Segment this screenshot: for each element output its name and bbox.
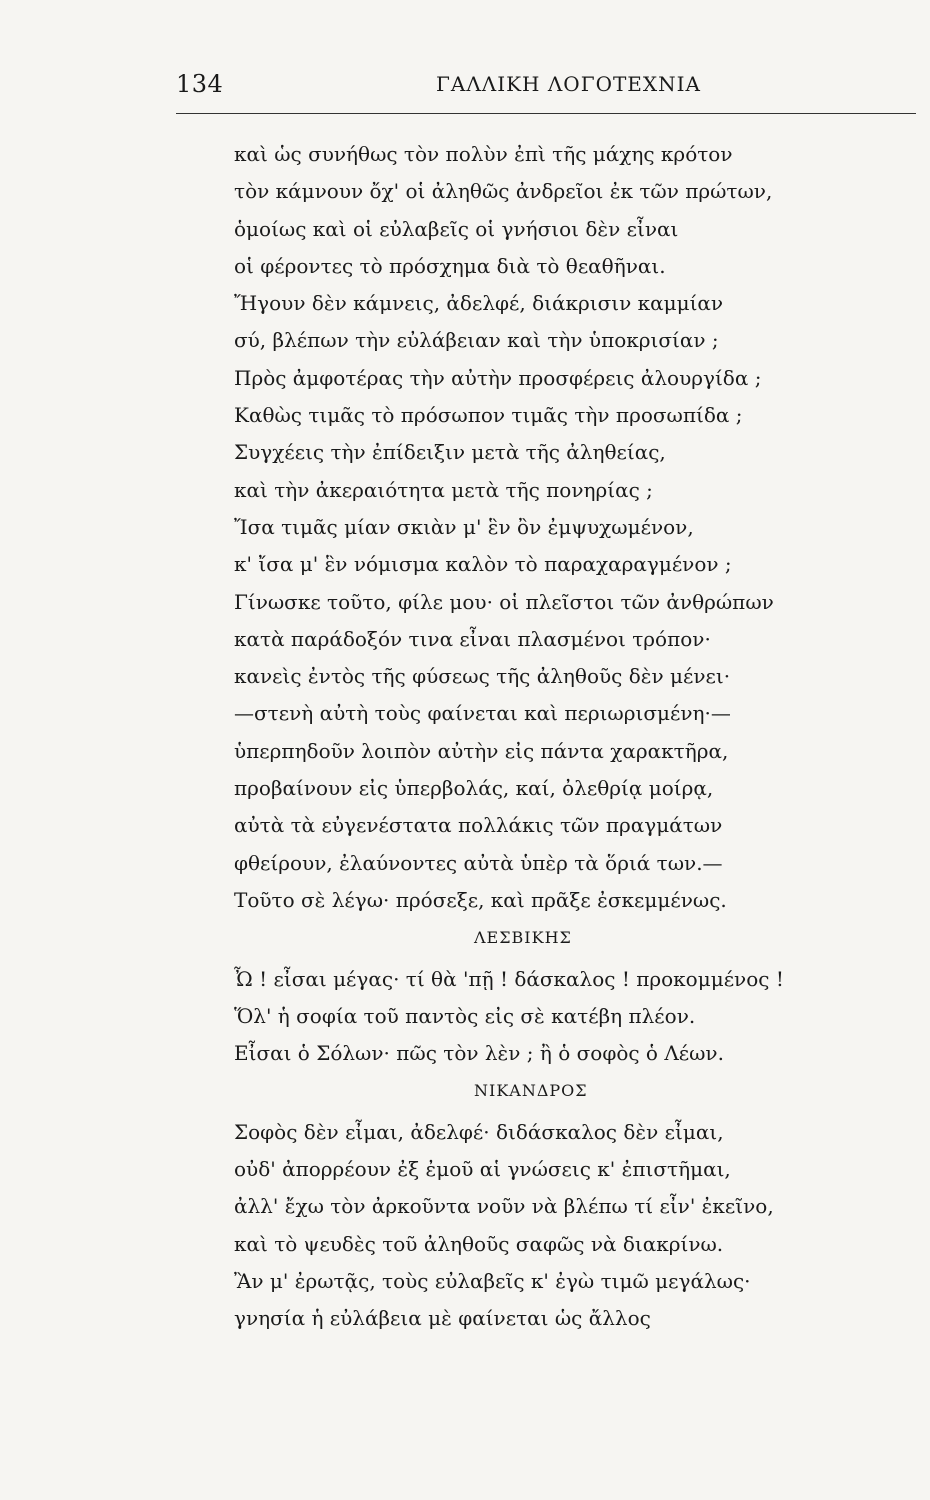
verse-line: ὑπερπηδοῦν λοιπὸν αὐτὴν εἰς πάντα χαρακτῆρα, bbox=[234, 738, 729, 763]
verse-line: καὶ ὡς συνήθως τὸν πολὺν ἐπὶ τῆς μάχης κρότον bbox=[234, 142, 733, 166]
verse-line: Ὅλ' ἡ σοφία τοῦ παντὸς εἰς σὲ κατέβη πλέον. bbox=[234, 1003, 696, 1028]
verse-line: Εἶσαι ὁ Σόλων· πῶς τὸν λὲν ; ἢ ὁ σοφὸς ὁ Λέων. bbox=[234, 1041, 724, 1066]
verse-line: Καθὼς τιμᾶς τὸ πρόσωπον τιμᾶς τὴν προσωπίδα ; bbox=[234, 403, 743, 428]
verse-line: Ἂν μ' ἐρωτᾷς, τοὺς εὐλαβεῖς κ' ἐγὼ τιμῶ μεγάλως· bbox=[234, 1268, 751, 1293]
page-number: 134 bbox=[176, 70, 224, 98]
verse-line: Ἴσα τιμᾶς μίαν σκιὰν μ' ἓν ὂν ἐμψυχωμένον, bbox=[234, 514, 694, 539]
verse-line: κ' ἴσα μ' ἓν νόμισμα καλὸν τὸ παραχαραγμένον ; bbox=[234, 552, 732, 577]
verse-line: ὁμοίως καὶ οἱ εὐλαβεῖς οἱ γνήσιοι δὲν εἶναι bbox=[234, 216, 679, 241]
speaker-name-lesvikis: ΛΕΣΒΙΚΗΣ bbox=[474, 928, 572, 948]
verse-line: οἱ φέροντες τὸ πρόσχημα διὰ τὸ θεαθῆναι. bbox=[234, 253, 666, 278]
verse-line: Γίνωσκε τοῦτο, φίλε μου· οἱ πλεῖστοι τῶν ἀνθρώπων bbox=[234, 589, 774, 614]
verse-line: σύ, βλέπων τὴν εὐλάβειαν καὶ τὴν ὑποκρισίαν ; bbox=[234, 328, 719, 353]
verse-line: κανεὶς ἐντὸς τῆς φύσεως τῆς ἀληθοῦς δὲν μένει· bbox=[234, 664, 731, 689]
verse-line: ἀλλ' ἔχω τὸν ἀρκοῦντα νοῦν νὰ βλέπω τί εἶν' ἐκεῖνο, bbox=[234, 1194, 774, 1219]
verse-line: οὐδ' ἀπορρέουν ἐξ ἐμοῦ αἱ γνώσεις κ' ἐπιστῆμαι, bbox=[234, 1157, 731, 1182]
verse-line: κατὰ παράδοξόν τινα εἶναι πλασμένοι τρόπον· bbox=[234, 626, 711, 651]
verse-line: Πρὸς ἀμφοτέρας τὴν αὐτὴν προσφέρεις ἀλουργίδα ; bbox=[234, 365, 762, 390]
verse-line: γνησία ἡ εὐλάβεια μὲ φαίνεται ὡς ἄλλος bbox=[234, 1306, 651, 1331]
verse-line: Σοφὸς δὲν εἶμαι, ἀδελφέ· διδάσκαλος δὲν εἶμαι, bbox=[234, 1119, 724, 1144]
verse-line: φθείρουν, ἐλαύνοντες αὐτὰ ὑπὲρ τὰ ὅριά των.— bbox=[234, 850, 723, 875]
verse-line: καὶ τὸ ψευδὲς τοῦ ἀληθοῦς σαφῶς νὰ διακρίνω. bbox=[234, 1231, 724, 1256]
verse-line: τὸν κάμνουν ὄχ' οἱ ἀληθῶς ἀνδρεῖοι ἐκ τῶν πρώτων, bbox=[234, 179, 773, 204]
passage-2 bbox=[234, 961, 894, 1073]
speaker-name-nikandros: ΝΙΚΑΝΔΡΟΣ bbox=[474, 1081, 588, 1101]
passage-1 bbox=[234, 136, 894, 919]
verse-line: Ὦ ! εἶσαι μέγας· τί θὰ 'πῇ ! δάσκαλος ! προκομμένος ! bbox=[234, 966, 784, 991]
verse-line: προβαίνουν εἰς ὑπερβολάς, καί, ὀλεθρίᾳ μοίρᾳ, bbox=[234, 776, 714, 801]
verse-line: Συγχέεις τὴν ἐπίδειξιν μετὰ τῆς ἀληθείας, bbox=[234, 440, 666, 465]
verse-line: Ἤγουν δὲν κάμνεις, ἀδελφέ, διάκρισιν καμμίαν bbox=[234, 291, 724, 316]
verse-line: αὐτὰ τὰ εὐγενέστατα πολλάκις τῶν πραγμάτων bbox=[234, 813, 723, 838]
verse-line: καὶ τὴν ἀκεραιότητα μετὰ τῆς πονηρίας ; bbox=[234, 477, 653, 502]
verse-body bbox=[234, 136, 894, 1338]
passage-3 bbox=[234, 1114, 894, 1338]
verse-line: —στενὴ αὐτὴ τοὺς φαίνεται καὶ περιωρισμένη·— bbox=[234, 701, 731, 726]
running-title: ΓΑΛΛΙΚΗ ΛΟΓΟΤΕΧΝΙΑ bbox=[436, 72, 701, 96]
header-rule bbox=[176, 113, 916, 114]
page-header bbox=[176, 70, 916, 104]
verse-line: Τοῦτο σὲ λέγω· πρόσεξε, καὶ πρᾶξε ἐσκεμμένως. bbox=[234, 887, 727, 912]
